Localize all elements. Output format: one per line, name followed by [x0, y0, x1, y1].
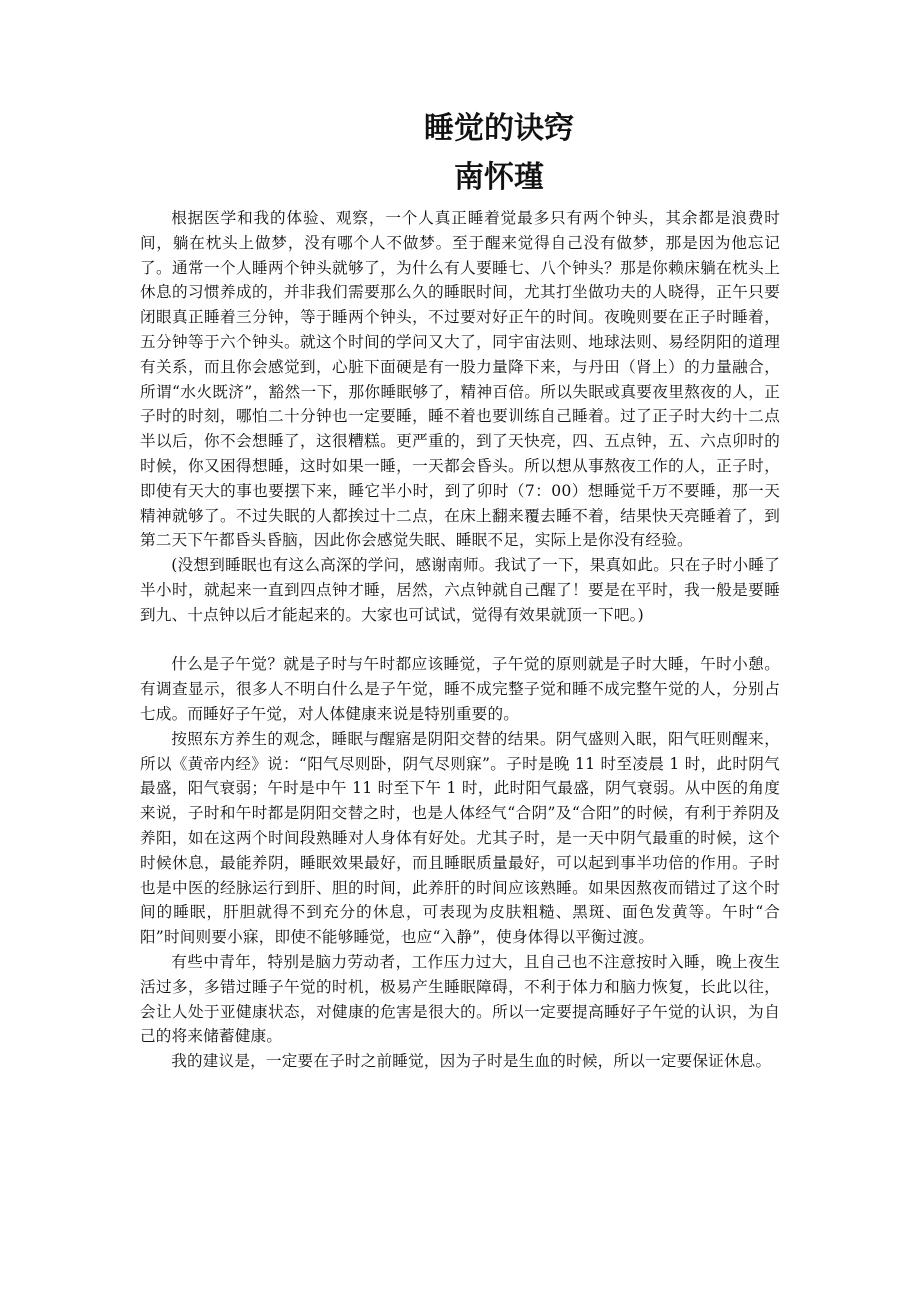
document-body [140, 206, 780, 1074]
paragraph-3: 什么是子午觉？就是子时与午时都应该睡觉，子午觉的原则就是子时大睡，午时小憩。有调查显示，很多人不明白什么是子午觉，睡不成完整子觉和睡不成完整午觉的人，分别占七成。而睡好子午觉，对人体健康来说是特别重要的。 [140, 655, 780, 723]
document-title: 睡觉的诀窍 [424, 111, 574, 146]
document-page [140, 104, 780, 1074]
paragraph-2: (没想到睡眠也有这么高深的学问，感谢南师。我试了一下，果真如此。只在子时小睡了半小时，就起来一直到四点钟才睡，居然，六点钟就自己醒了！要是在平时，我一般是要睡到九、十点钟以后才能起来的。大家也可试试，觉得有效果就顶一下吧。) [140, 556, 780, 624]
document-author: 南怀瑾 [454, 160, 544, 195]
paragraph-1: 根据医学和我的体验、观察，一个人真正睡着觉最多只有两个钟头，其余都是浪费时间，躺在枕头上做梦，没有哪个人不做梦。至于醒来觉得自己没有做梦，那是因为他忘记了。通常一个人睡两个钟头就够了，为什么有人要睡七、八个钟头？那是你赖床躺在枕头上休息的习惯养成的，并非我们需要那么久的睡眠时间，尤其打坐做功夫的人晓得，正午只要闭眼真正睡着三分钟，等于睡两个钟头，不过要对好正午的时间。夜晚则要在正子时睡着，五分钟等于六个钟头。就这个时间的学问又大了，同宇宙法则、地球法则、易经阴阳的道理有关系，而且你会感觉到，心脏下面硬是有一股力量降下来，与丹田（肾上）的力量融合，所谓“水火既济”，豁然一下，那你睡眠够了，精神百倍。所以失眠或真要夜里熬夜的人，正子时的时刻，哪怕二十分钟也一定要睡，睡不着也要训练自己睡着。过了正子时大约十二点半以后，你不会想睡了，这很糟糕。更严重的，到了天快亮，四、五点钟，五、六点卯时的时候，你又困得想睡，这时如果一睡，一天都会昏头。所以想从事熬夜工作的人，正子时，即使有天大的事也要摆下来，睡它半小时，到了卯时（7：00）想睡觉千万不要睡，那一天精神就够了。不过失眠的人都挨过十二点，在床上翻来覆去睡不着，结果快天亮睡着了，到第二天下午都昏头昏脑，因此你会感觉失眠、睡眠不足，实际上是你没有经验。 [140, 209, 780, 550]
paragraph-spacer [140, 628, 780, 653]
paragraph-6: 我的建议是，一定要在子时之前睡觉，因为子时是生血的时候，所以一定要保证休息。 [171, 1052, 772, 1071]
paragraph-5: 有些中青年，特别是脑力劳动者，工作压力过大，且自己也不注意按时入睡，晚上夜生活过多，多错过睡子午觉的时机，极易产生睡眠障碍，不利于体力和脑力恢复，长此以往，会让人处于亚健康状态，对健康的危害是很大的。所以一定要提高睡好子午觉的认识，为自己的将来储蓄健康。 [140, 952, 780, 1046]
paragraph-4: 按照东方养生的观念，睡眠与醒寤是阴阳交替的结果。阴气盛则入眠，阳气旺则醒来，所以《黄帝内经》说：“阳气尽则卧，阴气尽则寐”。子时是晚 11 时至凌晨 1 时，此时阴气最盛，阳气衰弱；午时是中午 11 时至下午 1 时，此时阳气最盛，阴气衰弱。从中医的角度来说，子时和午时都是阴阳交替之时，也是人体经气“合阴”及“合阳”的时候，有利于养阴及养阳，如在这两个时间段熟睡对人身体有好处。尤其子时，是一天中阴气最重的时候，这个时候休息，最能养阴，睡眠效果最好，而且睡眠质量最好，可以起到事半功倍的作用。子时也是中医的经脉运行到肝、胆的时间，此养肝的时间应该熟睡。如果因熬夜而错过了这个时间的睡眠，肝胆就得不到充分的休息，可表现为皮肤粗糙、黑斑、面色发黄等。午时“合阳”时间则要小寐，即使不能够睡觉，也应“入静”，使身体得以平衡过渡。 [140, 729, 780, 947]
